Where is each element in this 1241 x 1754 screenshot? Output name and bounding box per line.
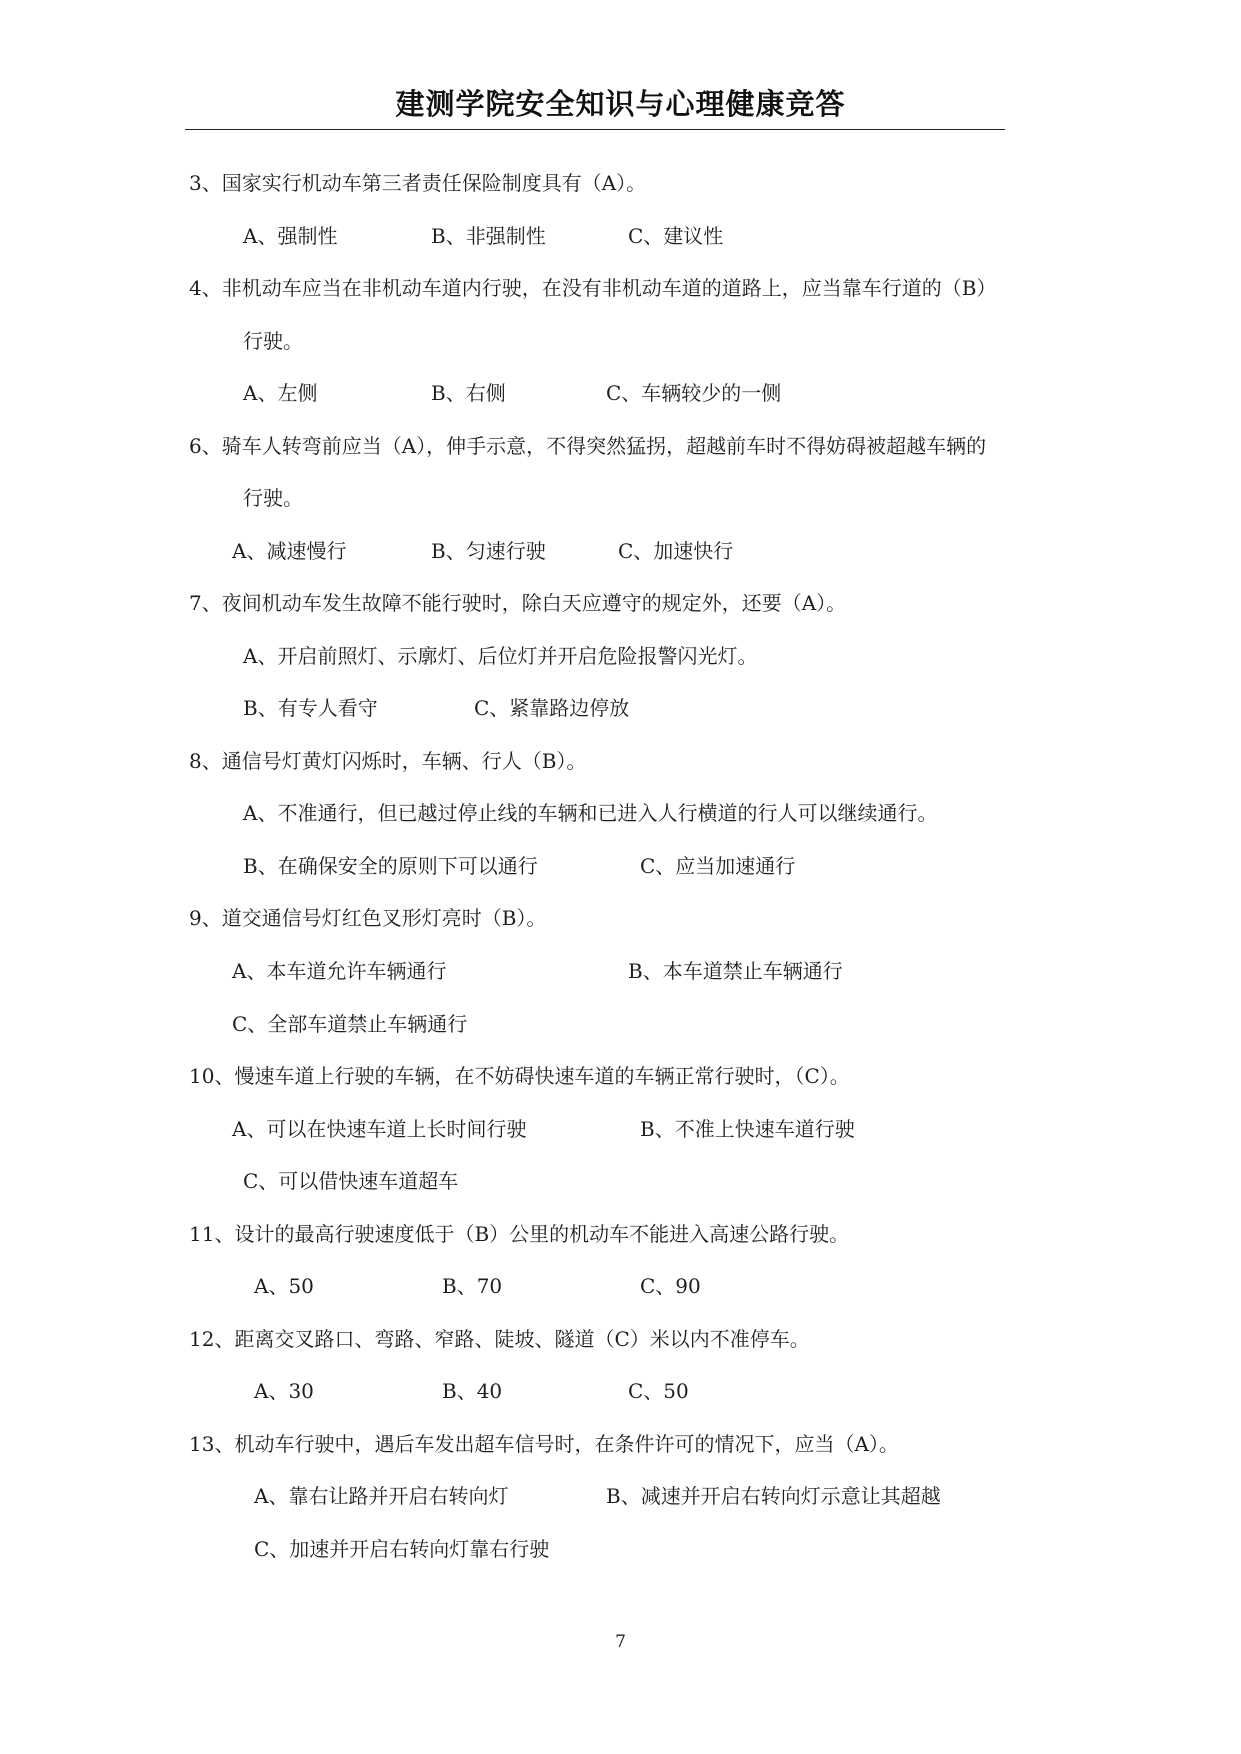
option-c: C、建议性 (628, 224, 724, 248)
option-c: C、可以借快速车道超车 (243, 1169, 459, 1193)
question-text-continuation: 行驶。 (243, 486, 303, 510)
option-b: B、本车道禁止车辆通行 (628, 959, 843, 983)
option-c: C、全部车道禁止车辆通行 (232, 1012, 468, 1036)
page-number: 7 (615, 1632, 626, 1652)
option-a: A、可以在快速车道上长时间行驶 (232, 1117, 527, 1141)
option-a: A、靠右让路并开启右转向灯 (254, 1484, 509, 1508)
option-b: B、70 (442, 1274, 503, 1298)
option-c: C、加速快行 (618, 539, 734, 563)
question-text: 13、机动车行驶中，遇后车发出超车信号时，在条件许可的情况下，应当（A）。 (189, 1432, 899, 1456)
option-c: C、50 (628, 1379, 689, 1403)
option-c: C、车辆较少的一侧 (606, 381, 782, 405)
question-text: 11、设计的最高行驶速度低于（B）公里的机动车不能进入高速公路行驶。 (189, 1222, 850, 1246)
question-text: 3、国家实行机动车第三者责任保险制度具有（A）。 (189, 171, 647, 195)
question-text: 7、夜间机动车发生故障不能行驶时，除白天应遵守的规定外，还要（A）。 (189, 591, 847, 615)
page-title: 建测学院安全知识与心理健康竞答 (395, 87, 846, 121)
question-text: 12、距离交叉路口、弯路、窄路、陡坡、隧道（C）米以内不准停车。 (189, 1327, 810, 1351)
option-a: A、左侧 (243, 381, 318, 405)
question-text: 8、通信号灯黄灯闪烁时，车辆、行人（B）。 (189, 749, 587, 773)
question-text: 9、道交通信号灯红色叉形灯亮时（B）。 (189, 906, 547, 930)
option-a: A、强制性 (243, 224, 338, 248)
option-b: B、匀速行驶 (431, 539, 546, 563)
option-c: C、应当加速通行 (640, 854, 796, 878)
title-divider (185, 129, 1005, 130)
option-c: C、紧靠路边停放 (474, 696, 630, 720)
option-b: B、不准上快速车道行驶 (640, 1117, 855, 1141)
option-b: B、右侧 (431, 381, 506, 405)
option-a: A、开启前照灯、示廓灯、后位灯并开启危险报警闪光灯。 (243, 644, 758, 668)
option-c: C、90 (640, 1274, 701, 1298)
option-a: A、本车道允许车辆通行 (232, 959, 447, 983)
option-b: B、在确保安全的原则下可以通行 (243, 854, 538, 878)
option-b: B、有专人看守 (243, 696, 378, 720)
question-text: 10、慢速车道上行驶的车辆，在不妨碍快速车道的车辆正常行驶时，（C）。 (189, 1064, 850, 1088)
option-b: B、减速并开启右转向灯示意让其超越 (606, 1484, 941, 1508)
option-a: A、不准通行，但已越过停止线的车辆和已进入人行横道的行人可以继续通行。 (243, 801, 938, 825)
question-text: 4、非机动车应当在非机动车道内行驶，在没有非机动车道的道路上，应当靠车行道的（B） (189, 276, 997, 300)
option-b: B、非强制性 (431, 224, 546, 248)
question-text-continuation: 行驶。 (243, 329, 303, 353)
option-a: A、30 (254, 1379, 314, 1403)
option-b: B、40 (442, 1379, 503, 1403)
question-text: 6、骑车人转弯前应当（A），伸手示意，不得突然猛拐，超越前车时不得妨碍被超越车辆的 (189, 434, 987, 458)
option-a: A、减速慢行 (232, 539, 347, 563)
option-a: A、50 (254, 1274, 314, 1298)
option-c: C、加速并开启右转向灯靠右行驶 (254, 1537, 550, 1561)
